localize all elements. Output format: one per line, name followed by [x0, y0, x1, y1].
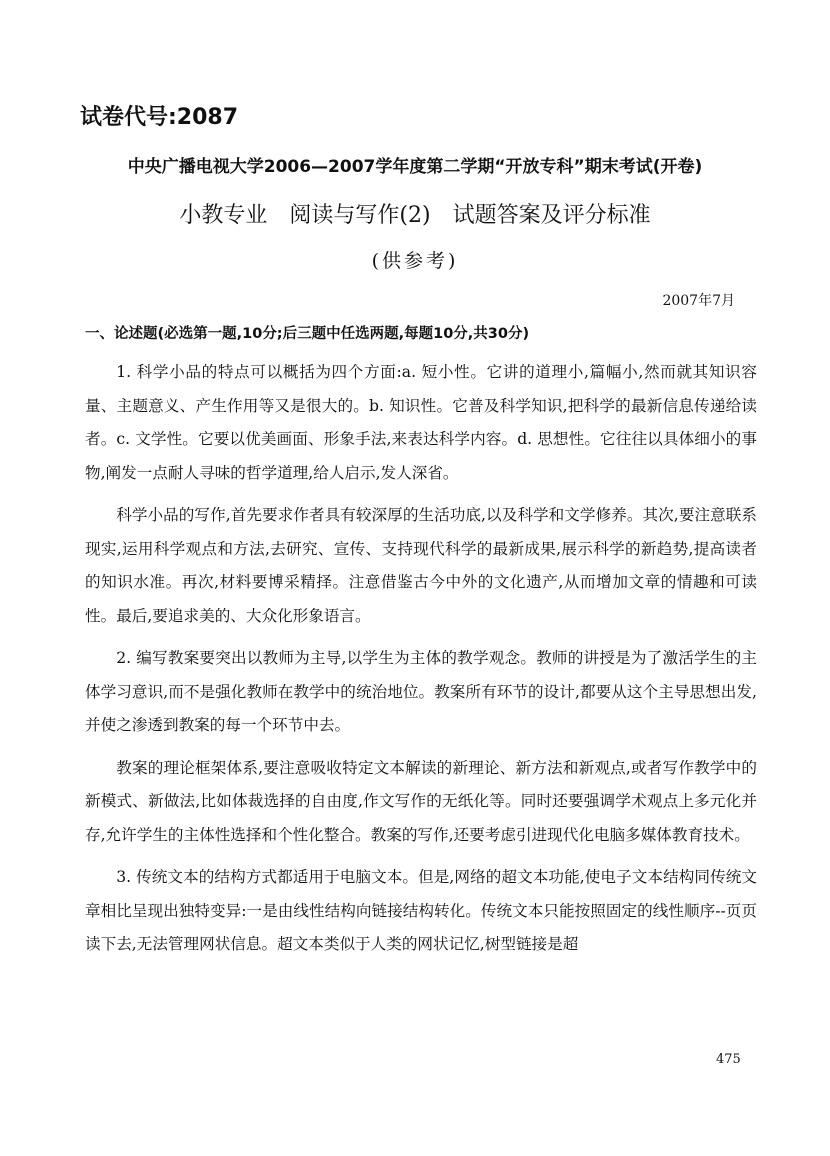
section-heading: 一、论述题(必选第一题,10分;后三题中任选两题,每题10分,共30分) — [85, 326, 530, 342]
answer-body — [85, 356, 757, 971]
paragraph: 1. 科学小品的特点可以概括为四个方面:a. 短小性。它讲的道理小,篇幅小,然而就其知识容量、主题意义、产生作用等又是很大的。b. 知识性。它普及科学知识,把科学的最新信息传递给读者。c. 文学性。它要以优美画面、形象手法,来表达科学内容。d. 思想性。它往往以具体细小的事物,阐发一点耐人寻味的哲学道理,给人启示,发人深省。 — [85, 363, 757, 482]
reference-note: (供参考) — [371, 250, 459, 272]
exam-code: 试卷代号:2087 — [80, 105, 239, 130]
exam-date: 2007年7月 — [662, 293, 735, 309]
page-number: 475 — [716, 1052, 741, 1067]
paragraph: 3. 传统文本的结构方式都适用于电脑文本。但是,网络的超文本功能,使电子文本结构同传统文章相比呈现出独特变异:一是由线性结构向链接结构转化。传统文本只能按照固定的线性顺序--页页读下去,无法管理网状信息。超文本类似于人类的网状记忆,树型链接是超 — [85, 868, 757, 953]
exam-title: 中央广播电视大学2006—2007学年度第二学期“开放专科”期末考试(开卷) — [127, 157, 703, 177]
paragraph: 2. 编写教案要突出以教师为主导,以学生为主体的教学观念。教师的讲授是为了激活学生的主体学习意识,而不是强化教师在教学中的统治地位。教案所有环节的设计,都要从这个主导思想出发,并使之渗透到教案的每一个环节中去。 — [85, 649, 757, 734]
exam-subtitle: 小教专业 阅读与写作(2) 试题答案及评分标准 — [179, 203, 651, 228]
paragraph: 教案的理论框架体系,要注意吸收特定文本解读的新理论、新方法和新观点,或者写作教学中的新模式、新做法,比如体裁选择的自由度,作文写作的无纸化等。同时还要强调学术观点上多元化并存,允许学生的主体性选择和个性化整合。教案的写作,还要考虑引进现代化电脑多媒体教育技术。 — [85, 758, 757, 844]
paragraph: 科学小品的写作,首先要求作者具有较深厚的生活功底,以及科学和文学修养。其次,要注意联系现实,运用科学观点和方法,去研究、宣传、支持现代科学的最新成果,展示科学的新趋势,提高读者的知识水准。再次,材料要博采精择。注意借鉴古今中外的文化遗产,从而增加文章的情趣和可读性。最后,要追求美的、大众化形象语言。 — [85, 506, 757, 625]
